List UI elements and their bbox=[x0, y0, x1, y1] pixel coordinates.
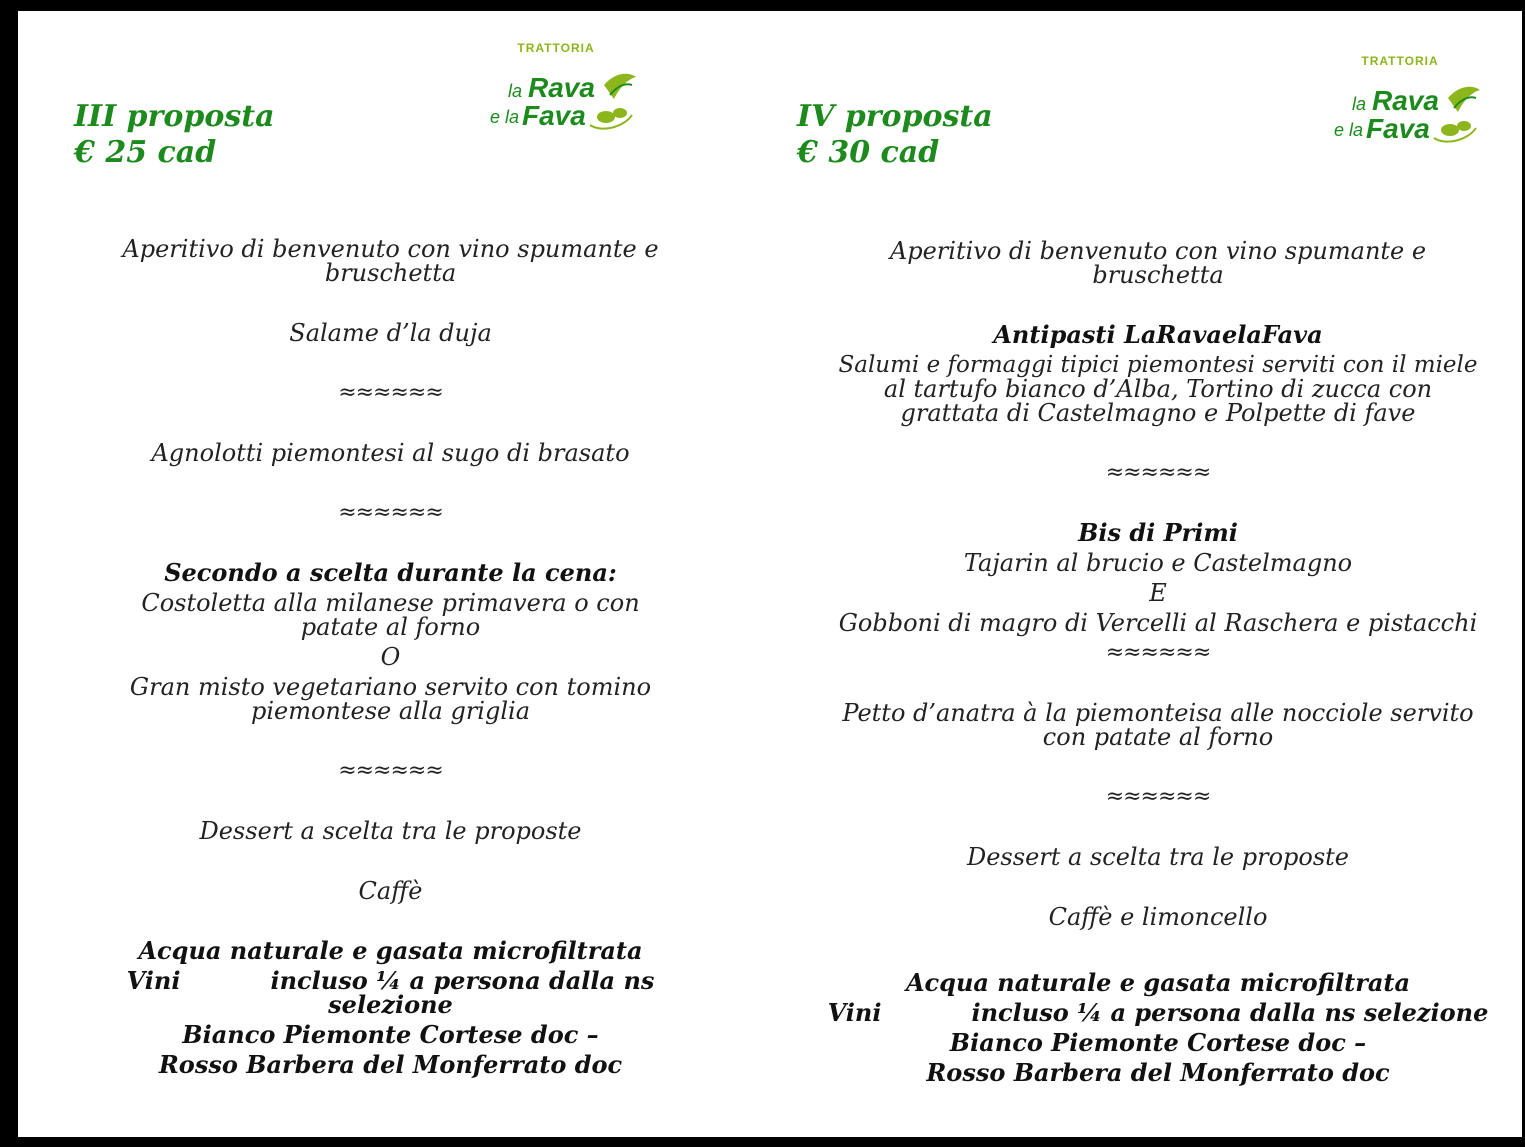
svg-text:Fava: Fava bbox=[522, 100, 586, 131]
drinks-line: selezione bbox=[328, 990, 453, 1019]
menu-line: Dessert a scelta tra le proposte bbox=[199, 817, 582, 845]
logo-wordmark-icon bbox=[486, 55, 646, 150]
menu-line: bruschetta bbox=[1092, 261, 1224, 289]
proposal-title: III proposta bbox=[74, 99, 275, 134]
course-separator: ≈≈≈≈≈≈ bbox=[338, 380, 443, 405]
section-heading: Antipasti LaRavaelaFava bbox=[993, 320, 1323, 349]
proposal-price: € 30 cad bbox=[797, 135, 940, 170]
menu-line: patate al forno bbox=[300, 613, 481, 641]
course-separator: ≈≈≈≈≈≈ bbox=[1105, 640, 1211, 665]
vini-label: Vini bbox=[126, 966, 181, 995]
course-separator: ≈≈≈≈≈≈ bbox=[1105, 460, 1211, 485]
svg-text:e la: e la bbox=[490, 107, 520, 127]
vini-incluso: incluso ¼ a persona dalla ns bbox=[270, 966, 655, 995]
section-heading: Bis di Primi bbox=[1078, 518, 1238, 547]
svg-text:la: la bbox=[1352, 94, 1367, 114]
menu-line: Gobboni di magro di Vercelli al Raschera e pistacchi bbox=[838, 609, 1478, 637]
menu-column-iii bbox=[18, 11, 763, 1137]
menu-line: Aperitivo di benvenuto con vino spumante e bbox=[122, 235, 659, 263]
svg-text:e la: e la bbox=[1334, 120, 1364, 140]
svg-text:Fava: Fava bbox=[1366, 113, 1430, 144]
menu-line: Salame d’la duja bbox=[289, 319, 492, 347]
restaurant-logo bbox=[486, 41, 646, 151]
menu-line: Dessert a scelta tra le proposte bbox=[966, 843, 1349, 871]
menu-line: Caffè e limoncello bbox=[1048, 903, 1268, 931]
drinks-line: Bianco Piemonte Cortese doc – bbox=[182, 1020, 599, 1049]
course-separator: ≈≈≈≈≈≈ bbox=[1105, 784, 1211, 809]
menu-line: al tartufo bianco d’Alba, Tortino di zucca con bbox=[883, 375, 1433, 403]
menu-line: Salumi e formaggi tipici piemontesi serviti con il miele bbox=[838, 352, 1478, 378]
drinks-line: Rosso Barbera del Monferrato doc bbox=[158, 1050, 623, 1079]
restaurant-logo bbox=[1330, 54, 1490, 164]
course-separator: ≈≈≈≈≈≈ bbox=[338, 500, 443, 525]
proposal-title: IV proposta bbox=[797, 99, 993, 134]
svg-text:la: la bbox=[508, 81, 523, 101]
menu-line: bruschetta bbox=[324, 259, 457, 287]
proposal-price: € 25 cad bbox=[74, 135, 217, 170]
course-separator: ≈≈≈≈≈≈ bbox=[338, 758, 443, 783]
menu-courses bbox=[18, 237, 763, 1077]
vini-incluso: incluso ¼ a persona dalla ns selezione bbox=[971, 998, 1489, 1027]
section-heading: Secondo a scelta durante la cena: bbox=[164, 558, 617, 587]
menu-column-iv bbox=[763, 11, 1522, 1137]
menu-line: grattata di Castelmagno e Polpette di fave bbox=[900, 399, 1416, 427]
logo-wordmark-icon bbox=[1330, 68, 1490, 163]
menu-line: Gran misto vegetariano servito con tomino bbox=[129, 673, 652, 701]
drinks-line bbox=[793, 998, 1522, 1027]
proposal-heading bbox=[74, 99, 275, 171]
menu-courses bbox=[793, 239, 1522, 1085]
menu-line: O bbox=[380, 643, 401, 671]
proposal-heading bbox=[797, 99, 993, 171]
drinks-line: Acqua naturale e gasata microfiltrata bbox=[905, 968, 1411, 997]
menu-page bbox=[18, 11, 1522, 1137]
svg-text:Rava: Rava bbox=[528, 72, 595, 103]
logo-trattoria-text: TRATTORIA bbox=[1361, 54, 1439, 68]
menu-line: piemontese alla griglia bbox=[250, 697, 531, 725]
menu-line: Tajarin al brucio e Castelmagno bbox=[963, 549, 1353, 577]
menu-line: Agnolotti piemontesi al sugo di brasato bbox=[151, 439, 630, 467]
menu-line: con patate al forno bbox=[1042, 723, 1274, 751]
drinks-line: Acqua naturale e gasata microfiltrata bbox=[138, 936, 643, 965]
menu-line: E bbox=[1149, 579, 1167, 607]
svg-text:Rava: Rava bbox=[1372, 85, 1439, 116]
menu-line: Caffè bbox=[358, 877, 423, 905]
drinks-line: Bianco Piemonte Cortese doc – bbox=[949, 1028, 1367, 1057]
vini-label: Vini bbox=[827, 998, 882, 1027]
menu-line: Aperitivo di benvenuto con vino spumante e bbox=[889, 237, 1427, 265]
drinks-line: Rosso Barbera del Monferrato doc bbox=[926, 1058, 1390, 1087]
menu-line: Costoletta alla milanese primavera o con bbox=[141, 589, 640, 617]
menu-line: Petto d’anatra à la piemonteisa alle nocciole servito bbox=[842, 699, 1474, 727]
logo-trattoria-text: TRATTORIA bbox=[517, 41, 595, 55]
